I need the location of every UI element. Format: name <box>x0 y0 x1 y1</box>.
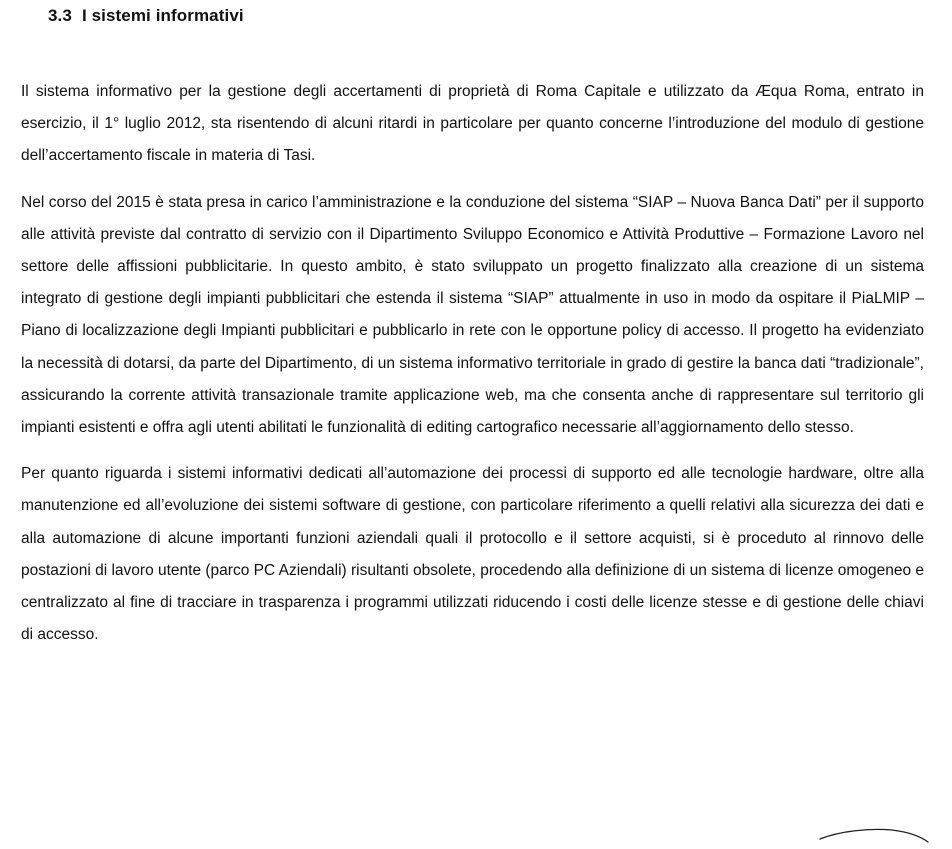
section-number: 3.3 <box>48 6 72 25</box>
paragraph-3: Per quanto riguarda i sistemi informativi dedicati all’automazione dei processi di supporto ed alle tecnologie hardware, oltre alla manutenzione ed all’evoluzione dei sistemi software di gestione, con particolare riferimento a quelli relativi alla sicurezza dei dati e alla automazione di alcune importanti funzioni aziendali quali il protocollo e il settore acquisti, si è proceduto al rinnovo delle postazioni di lavoro utente (parco PC Aziendali) risultanti obsolete, procedendo alla definizione di un sistema di licenze omogeneo e centralizzato al fine di tracciare in trasparenza i programmi utilizzati riducendo i costi delle licenze stesse e di gestione delle chiavi di accesso. <box>21 465 924 644</box>
body-text <box>21 76 924 651</box>
paragraph-2: Nel corso del 2015 è stata presa in carico l’amministrazione e la conduzione del sistema “SIAP – Nuova Banca Dati” per il supporto alle attività previste dal contratto di servizio con il Dipartimento Sviluppo Economico e Attività Produttive – Formazione Lavoro nel settore delle affissioni pubblicitarie. In questo ambito, è stato sviluppato un progetto finalizzato alla creazione di un sistema integrato di gestione degli impianti pubblicitari che estenda il sistema “SIAP” attualmente in uso in modo da ospitare il PiaLMIP – Piano di localizzazione degli Impianti pubblicitari e pubblicarlo in rete con le opportune policy di accesso. Il progetto ha evidenziato la necessità di dotarsi, da parte del Dipartimento, di un sistema informativo territoriale in grado di gestire la banca dati “tradizionale”, assicurando la corrente attività transazionale tramite applicazione web, ma che consenta anche di rappresentare sul territorio gli impianti esistenti e offra agli utenti abilitati le funzionalità di editing cartografico necessarie all’aggiornamento dello stesso. <box>21 193 924 437</box>
signature-mark-icon <box>818 826 930 849</box>
section-title: I sistemi informativi <box>81 6 244 25</box>
paragraph-1: Il sistema informativo per la gestione degli accertamenti di proprietà di Roma Capitale e utilizzato da Æqua Roma, entrato in esercizio, il 1° luglio 2012, sta risentendo di alcuni ritardi in particolare per quanto concerne l’introduzione del modulo di gestione dell’accertamento fiscale in materia di Tasi. <box>21 83 924 165</box>
section-heading <box>48 6 244 26</box>
